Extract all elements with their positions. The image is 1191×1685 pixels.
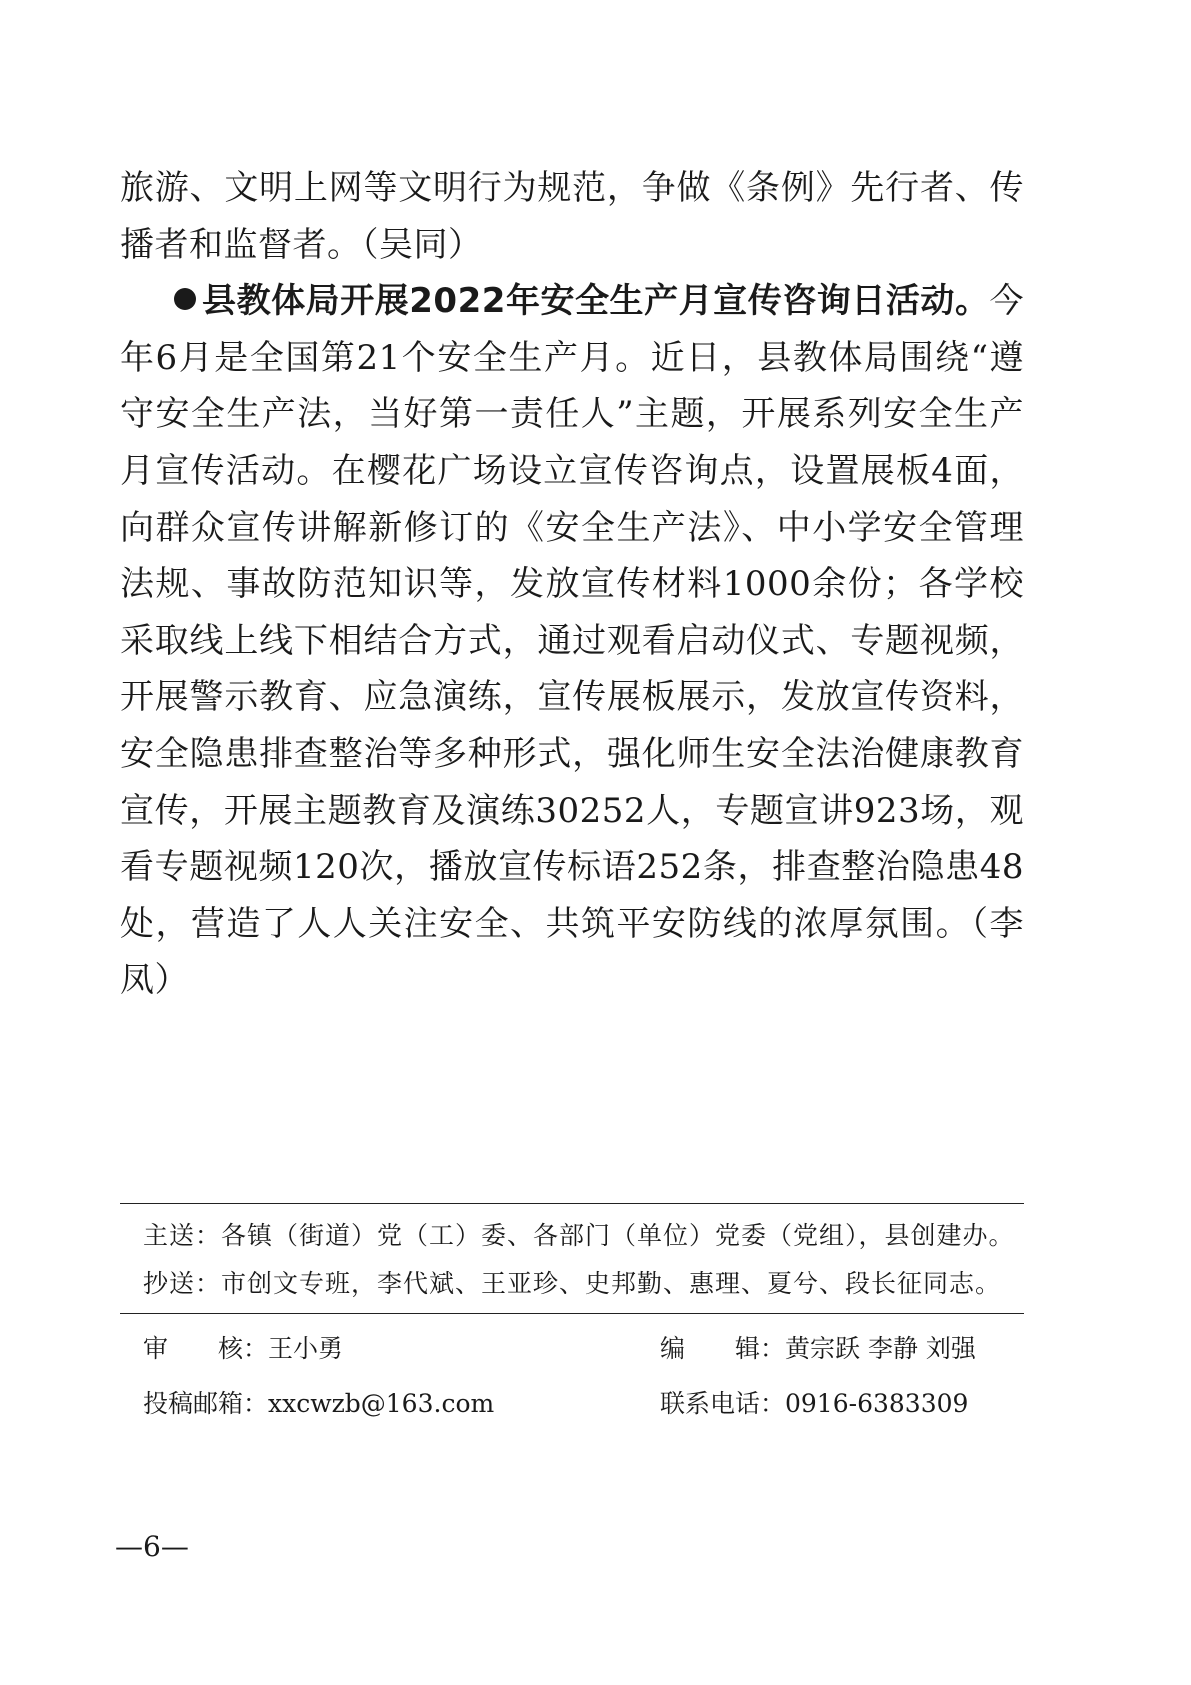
editor-line: 编 辑：黄宗跃 李静 刘强 xyxy=(660,1334,976,1363)
main-send-line: 主送：各镇（街道）党（工）委、各部门（单位）党委（党组），县创建办。 xyxy=(143,1221,1015,1250)
email-line: 投稿邮箱：xxcwzb@163.com xyxy=(143,1389,495,1418)
page-number: —6— xyxy=(115,1530,189,1563)
news-item xyxy=(120,273,1024,1009)
copy-send-line: 抄送：市创文专班，李代斌、王亚珍、史邦勤、惠理、夏兮、段长征同志。 xyxy=(143,1269,1002,1298)
news-headline: 县教体局开展2022年安全生产月宣传咨询日活动。 xyxy=(202,281,990,322)
reviewer-line: 审 核：王小勇 xyxy=(143,1334,344,1363)
news-body: 今年6月是全国第21个安全生产月。近日，县教体局围绕“遵守安全生产法，当好第一责任人”主题，开展系列安全生产月宣传活动。在樱花广场设立宣传咨询点，设置展板4面，向群众宣传讲解新修订的《安全生产法》、中小学安全管理法规、事故防范知识等，发放宣传材料1000余份；各学校采取线上线下相结合方式，通过观看启动仪式、专题视频，开展警示教育、应急演练，宣传展板展示，发放宣传资料，安全隐患排查整治等多种形式，强化师生安全法治健康教育宣传，开展主题教育及演练30252人，专题宣讲923场，观看专题视频120次，播放宣传标语252条，排查整治隐患48处，营造了人人关注安全、共筑平安防线的浓厚氛围。（李凤） xyxy=(120,281,1024,1001)
distribution-block xyxy=(143,1212,1023,1308)
paragraph-continuation: 旅游、文明上网等文明行为规范，争做《条例》先行者、传播者和监督者。（吴同） xyxy=(120,168,1024,265)
divider-top xyxy=(120,1203,1024,1204)
phone-line: 联系电话：0916-6383309 xyxy=(660,1389,969,1418)
bullet-icon xyxy=(174,288,196,310)
body-text xyxy=(120,160,1024,1009)
divider-bottom xyxy=(120,1313,1024,1314)
